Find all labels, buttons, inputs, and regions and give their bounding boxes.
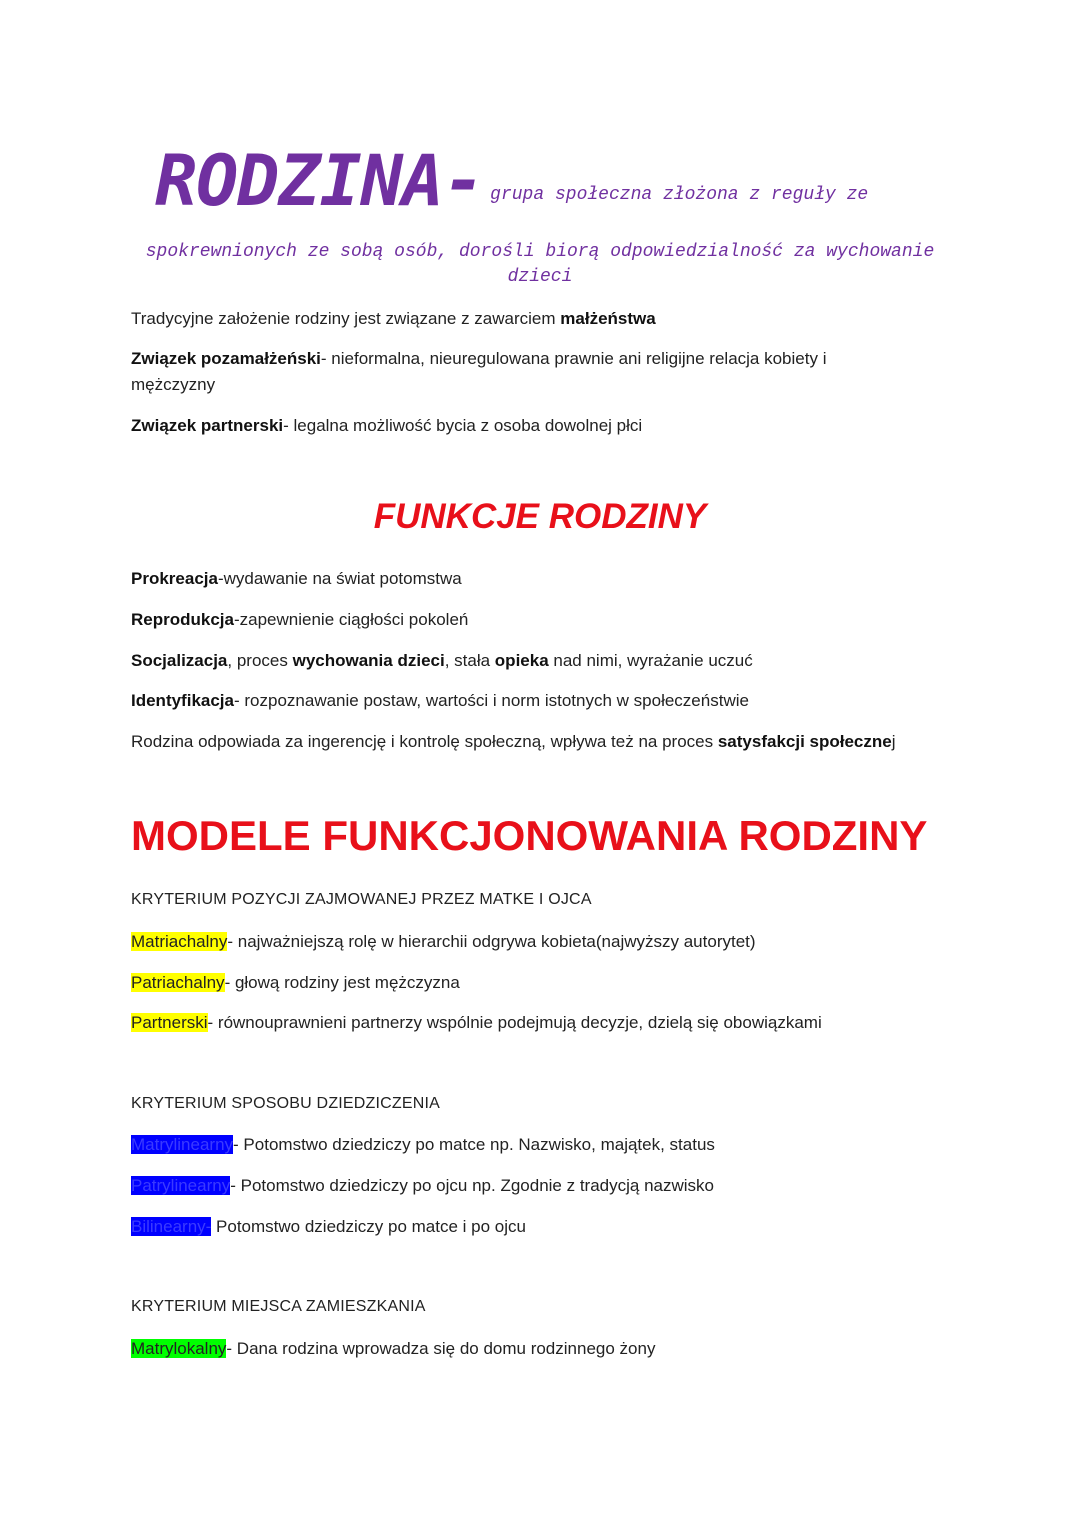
- models-heading: MODELE FUNKCJONOWANIA RODZINY: [131, 812, 928, 859]
- model-bilinearny: Bilinearny- Potomstwo dziedziczy po matce i po ojcu: [131, 1217, 526, 1236]
- model-matrylinearny: Matrylinearny- Potomstwo dziedziczy po matce np. Nazwisko, majątek, status: [131, 1135, 715, 1154]
- function-kontrola: Rodzina odpowiada za ingerencję i kontrolę społeczną, wpływa też na proces satysfakcji społecznej: [131, 732, 896, 751]
- model-partnerski: Partnerski- równouprawnieni partnerzy wspólnie podejmują decyzje, dzielą się obowiązkami: [131, 1013, 822, 1032]
- criterion-title-position: KRYTERIUM POZYCJI ZAJMOWANEJ PRZEZ MATKE I OJCA: [131, 891, 592, 908]
- highlight-term: Partnerski: [131, 1013, 208, 1032]
- intro-line-2: Związek pozamałżeński- nieformalna, nieuregulowana prawnie ani religijne relacja kobiety i mężczyzny: [131, 349, 827, 394]
- intro-line-3: Związek partnerski- legalna możliwość bycia z osoba dowolnej płci: [131, 416, 643, 435]
- highlight-term: Matrylinearny: [131, 1135, 234, 1154]
- definition-inline: grupa społeczna złożona z reguły ze: [490, 185, 869, 205]
- model-patriachalny: Patriachalny- głową rodziny jest mężczyzna: [131, 973, 460, 992]
- function-prokreacja: Prokreacja-wydawanie na świat potomstwa: [131, 569, 462, 588]
- model-matriachalny: Matriachalny- najważniejszą rolę w hierarchii odgrywa kobieta(najwyższy autorytet): [131, 932, 756, 951]
- criterion-title-inheritance: KRYTERIUM SPOSOBU DZIEDZICZENIA: [131, 1095, 441, 1112]
- model-patrylinearny: Patrylinearny- Potomstwo dziedziczy po ojcu np. Zgodnie z tradycją nazwisko: [131, 1176, 714, 1195]
- function-socjalizacja: Socjalizacja, proces wychowania dzieci, stała opieka nad nimi, wyrażanie uczuć: [131, 651, 753, 670]
- criterion-title-residence: KRYTERIUM MIEJSCA ZAMIESZKANIA: [131, 1298, 426, 1315]
- functions-heading: FUNKCJE RODZINY: [373, 497, 707, 536]
- model-matrylokalny: Matrylokalny- Dana rodzina wprowadza się do domu rodzinnego żony: [131, 1339, 656, 1358]
- highlight-term: Patriachalny: [131, 973, 225, 992]
- function-identyfikacja: Identyfikacja- rozpoznawanie postaw, wartości i norm istotnych w społeczeństwie: [131, 691, 749, 710]
- highlight-term: Matriachalny: [131, 932, 228, 951]
- title-row: [155, 140, 868, 222]
- highlight-term: Bilinearny-: [131, 1217, 212, 1236]
- function-reprodukcja: Reprodukcja-zapewnienie ciągłości pokoleń: [131, 610, 469, 629]
- intro-line-1: Tradycyjne założenie rodziny jest związane z zawarciem małżeństwa: [131, 309, 656, 328]
- page-title: RODZINA-: [155, 140, 485, 222]
- highlight-term: Patrylinearny: [131, 1176, 231, 1195]
- highlight-term: Matrylokalny: [131, 1339, 227, 1358]
- definition-continued: spokrewnionych ze sobą osób, dorośli biorą odpowiedzialność za wychowanie dzieci: [145, 242, 935, 287]
